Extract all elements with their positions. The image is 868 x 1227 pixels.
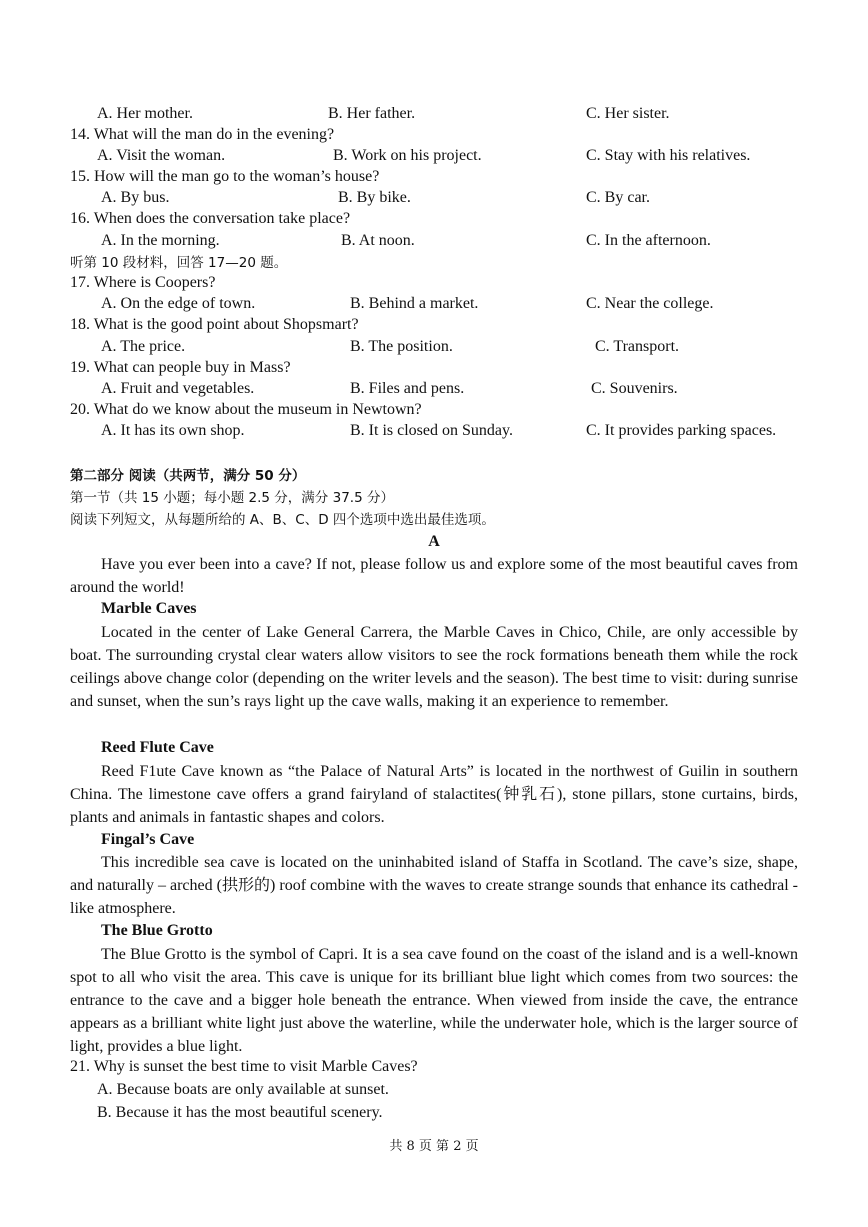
question-16-options	[0, 230, 868, 252]
question-15-options	[0, 187, 868, 209]
question-14-stem	[0, 124, 868, 146]
option-c: C. It provides parking spaces.	[586, 422, 777, 439]
option-b: B. At noon.	[341, 232, 415, 249]
option-a: A. It has its own shop.	[101, 422, 245, 439]
reading-instruction	[0, 509, 868, 531]
part-two-title	[0, 465, 868, 487]
option-c: C. In the afternoon.	[586, 232, 711, 249]
question-19-options	[0, 378, 868, 400]
question-16-stem	[0, 208, 868, 230]
question-stem: 19. What can people buy in Mass?	[70, 359, 291, 376]
question-17-stem	[0, 272, 868, 294]
subtitle-fingals-cave: Fingal’s Cave	[101, 831, 195, 848]
option-a: A. The price.	[101, 338, 186, 355]
question-18-options	[0, 336, 868, 358]
option-a: A. Because boats are only available at sunset.	[97, 1081, 389, 1098]
option-b: B. It is closed on Sunday.	[350, 422, 513, 439]
option-c: C. Transport.	[595, 338, 680, 355]
question-stem: 14. What will the man do in the evening?	[70, 126, 335, 143]
option-c: C. Stay with his relatives.	[586, 147, 751, 164]
question-21-option-a	[0, 1079, 868, 1101]
question-21-option-b	[0, 1102, 868, 1124]
option-b: B. By bike.	[338, 189, 411, 206]
question-stem: 20. What do we know about the museum in Newtown?	[70, 401, 422, 418]
question-stem: 17. Where is Coopers?	[70, 274, 216, 291]
question-20-stem	[0, 399, 868, 421]
question-15-stem	[0, 166, 868, 188]
question-stem: 18. What is the good point about Shopsmart?	[70, 316, 359, 333]
option-c: C. Near the college.	[586, 295, 714, 312]
option-a: A. Fruit and vegetables.	[101, 380, 255, 397]
instruction-text: 听第 10 段材料，回答 17—20 题。	[70, 255, 288, 271]
subtitle-reed-flute-cave: Reed Flute Cave	[101, 739, 214, 756]
option-c: C. By car.	[586, 189, 650, 206]
question-21-stem	[0, 1056, 868, 1078]
material-instruction	[0, 252, 868, 274]
section-one-info	[0, 487, 868, 509]
subtitle-blue-grotto: The Blue Grotto	[101, 922, 213, 939]
option-a: A. By bus.	[101, 189, 170, 206]
question-18-stem	[0, 314, 868, 336]
question-13-options	[0, 103, 868, 125]
paragraph-marble-caves: Located in the center of Lake General Carrera, the Marble Caves in Chico, Chile, are only accessible by boat. The surrounding crystal clear waters allow visitors to see the rock formations beneath them while the rock ceilings above change color (depending on the writer levels and the season). The best time to visit: during sunrise and sunset, when the sun’s rays light up the cave walls, making it an experience to remember.	[70, 624, 798, 710]
paragraph-reed-flute-cave: Reed F1ute Cave known as “the Palace of Natural Arts” is located in the northwest of Guilin in southern China. The limestone cave offers a grand fairyland of stalactites(钟乳石), stone pillars, stone curtains, birds, plants and animals in fantastic shapes and colors.	[70, 763, 798, 826]
question-14-options	[0, 145, 868, 167]
section-heading: 第二部分 阅读（共两节，满分 50 分）	[70, 468, 306, 484]
option-a: A. Visit the woman.	[97, 147, 226, 164]
section-subheading: 第一节（共 15 小题；每小题 2.5 分，满分 37.5 分）	[70, 490, 394, 506]
question-stem: 21. Why is sunset the best time to visit Marble Caves?	[70, 1058, 418, 1075]
option-b: B. The position.	[350, 338, 453, 355]
option-b: B. Behind a market.	[350, 295, 479, 312]
option-b: B. Files and pens.	[350, 380, 465, 397]
paragraph-fingals-cave: This incredible sea cave is located on the uninhabited island of Staffa in Scotland. The cave’s size, shape, and naturally – arched (拱形的) roof combine with the waves to create strange sounds that enhance its cathedral - like atmosphere.	[70, 854, 798, 917]
question-17-options	[0, 293, 868, 315]
page-footer: 共 8 页 第 2 页	[389, 1139, 479, 1154]
instruction-text: 阅读下列短文，从每题所给的 A、B、C、D 四个选项中选出最佳选项。	[70, 512, 495, 528]
option-a: A. On the edge of town.	[101, 295, 256, 312]
question-stem: 16. When does the conversation take place?	[70, 210, 351, 227]
option-b: B. Work on his project.	[333, 147, 482, 164]
option-b: B. Because it has the most beautiful scenery.	[97, 1104, 383, 1121]
question-stem: 15. How will the man go to the woman’s house?	[70, 168, 380, 185]
passage-label: A	[428, 533, 440, 550]
option-a: A. Her mother.	[97, 105, 193, 122]
subtitle-marble-caves: Marble Caves	[101, 600, 197, 617]
question-19-stem	[0, 357, 868, 379]
option-c: C. Souvenirs.	[591, 380, 678, 397]
option-c: C. Her sister.	[586, 105, 670, 122]
paragraph-blue-grotto: The Blue Grotto is the symbol of Capri. It is a sea cave found on the coast of the island and is a well-known spot to all who visit the area. This cave is unique for its brilliant blue light which comes from two sources: the entrance to the cave and a bigger hole beneath the entrance. When viewed from inside the cave, the entrance appears as a brilliant white light just above the waterline, while the underwater hole, which is the larger source of light, provides a blue light.	[70, 946, 798, 1055]
option-a: A. In the morning.	[101, 232, 220, 249]
passage-intro: Have you ever been into a cave? If not, please follow us and explore some of the most beautiful caves from around the world!	[70, 556, 798, 596]
question-20-options	[0, 420, 868, 442]
option-b: B. Her father.	[328, 105, 416, 122]
